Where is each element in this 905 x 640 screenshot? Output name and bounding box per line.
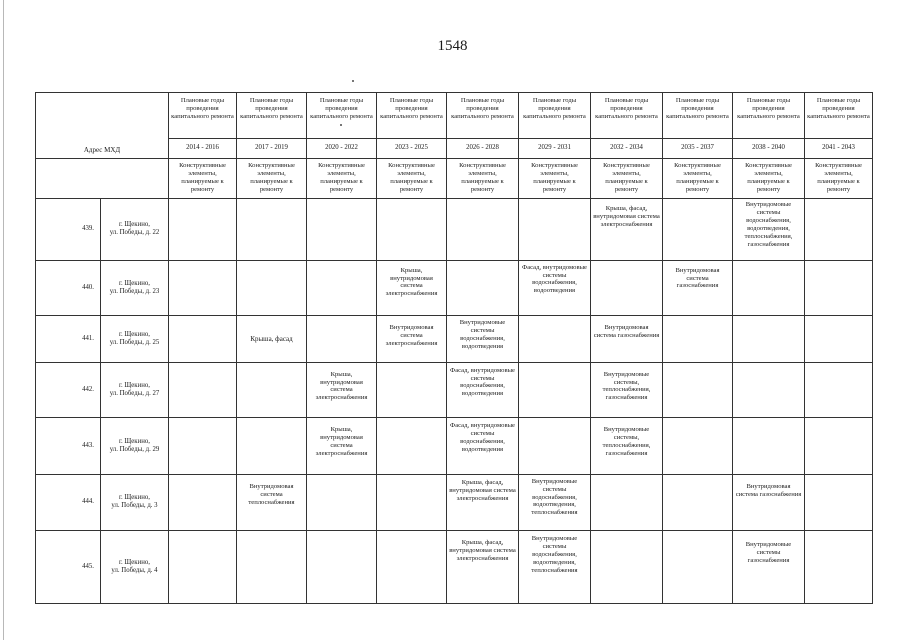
row-address	[101, 474, 169, 531]
elements-header: Конструктивные элементы, планируемые к ремонту	[663, 159, 733, 199]
work-cell	[519, 316, 591, 362]
address-street: ул. Победы, д. 29	[109, 445, 160, 453]
address-street: ул. Победы, д. 23	[109, 287, 160, 295]
work-cell	[237, 362, 307, 418]
work-cell	[169, 316, 237, 362]
address-column-header: Адрес МХД	[36, 93, 169, 159]
work-cell	[169, 199, 237, 261]
work-cell: Фасад, внутридомовые системы водоснабжения, водоотведения	[447, 418, 519, 475]
work-cell	[663, 418, 733, 475]
table-row	[36, 474, 873, 531]
work-cell: Внутридомовые системы водоснабжения, водоотведения, теплоснабжения	[519, 531, 591, 604]
group-header: Плановые годы проведения капитального ремонта	[519, 93, 591, 139]
header-row-groups	[36, 93, 873, 139]
table-row	[36, 199, 873, 261]
address-city: г. Щекино,	[119, 494, 150, 502]
elements-header: Конструктивные элементы, планируемые к ремонту	[733, 159, 805, 199]
work-cell	[307, 316, 377, 362]
address-street: ул. Победы, д. 25	[109, 338, 160, 346]
period-header: 2041 - 2043	[805, 139, 873, 159]
work-cell	[733, 260, 805, 316]
address-street: ул. Победы, д. 22	[109, 229, 160, 237]
work-cell: Внутридомовые системы водоснабжения, водоотведения, теплоснабжения	[519, 474, 591, 531]
period-header: 2029 - 2031	[519, 139, 591, 159]
elements-header: Конструктивные элементы, планируемые к ремонту	[519, 159, 591, 199]
period-header: 2038 - 2040	[733, 139, 805, 159]
work-cell	[805, 531, 873, 604]
work-cell: Внутридомовая система электроснабжения	[377, 316, 447, 362]
work-cell	[169, 362, 237, 418]
address-city: г. Щекино,	[119, 437, 150, 445]
work-cell	[805, 316, 873, 362]
table-row	[36, 418, 873, 475]
work-cell	[169, 474, 237, 531]
address-city: г. Щекино,	[119, 330, 150, 338]
work-cell	[733, 362, 805, 418]
work-cell	[663, 362, 733, 418]
group-header: Плановые годы проведения капитального ремонта	[663, 93, 733, 139]
work-cell	[377, 531, 447, 604]
row-number: 444.	[36, 474, 101, 531]
work-cell	[169, 418, 237, 475]
elements-header: Конструктивные элементы, планируемые к ремонту	[237, 159, 307, 199]
work-cell	[377, 418, 447, 475]
work-cell	[591, 531, 663, 604]
work-cell	[237, 199, 307, 261]
row-number: 440.	[36, 260, 101, 316]
period-header: 2020 - 2022	[307, 139, 377, 159]
work-cell	[519, 199, 591, 261]
row-number: 439.	[36, 199, 101, 261]
period-header: 2023 - 2025	[377, 139, 447, 159]
row-number: 441.	[36, 316, 101, 362]
work-cell	[237, 418, 307, 475]
address-city: г. Щекино,	[119, 558, 150, 566]
work-cell	[733, 316, 805, 362]
work-cell: Внутридомовая система газоснабжения	[591, 316, 663, 362]
work-cell	[805, 260, 873, 316]
work-cell	[377, 199, 447, 261]
address-street: ул. Победы, д. 27	[109, 389, 160, 397]
work-cell: Внутридомовая система газоснабжения	[663, 260, 733, 316]
work-cell: Внутридомовая система теплоснабжения	[237, 474, 307, 531]
work-cell: Внутридомовые системы водоснабжения, водоотведения, теплоснабжения, газоснабжения	[733, 199, 805, 261]
work-cell	[307, 260, 377, 316]
table-row	[36, 316, 873, 362]
header-row-elements	[36, 159, 873, 199]
work-cell: Крыша, внутридомовая система электроснабжения	[307, 418, 377, 475]
left-margin-line	[3, 0, 4, 640]
work-cell	[663, 474, 733, 531]
work-cell	[377, 474, 447, 531]
period-header: 2026 - 2028	[447, 139, 519, 159]
table-row	[36, 362, 873, 418]
work-cell	[169, 531, 237, 604]
work-cell	[591, 474, 663, 531]
work-cell	[237, 531, 307, 604]
row-address	[101, 199, 169, 261]
work-cell	[307, 474, 377, 531]
work-cell: Фасад, внутридомовые системы водоснабжения, водоотведения	[519, 260, 591, 316]
work-cell: Внутридомовые системы, теплоснабжения, газоснабжения	[591, 362, 663, 418]
address-subheader-empty	[36, 159, 169, 199]
address-city: г. Щекино,	[119, 221, 150, 229]
work-cell: Внутридомовые системы газоснабжения	[733, 531, 805, 604]
work-cell	[805, 199, 873, 261]
row-address	[101, 316, 169, 362]
group-header: Плановые годы проведения капитального ремонта	[169, 93, 237, 139]
work-cell	[519, 362, 591, 418]
work-cell	[663, 199, 733, 261]
period-header: 2032 - 2034	[591, 139, 663, 159]
work-cell	[307, 199, 377, 261]
work-cell: Внутридомовые системы водоснабжения, водоотведения	[447, 316, 519, 362]
period-header: 2035 - 2037	[663, 139, 733, 159]
capital-repair-schedule-table	[35, 92, 873, 604]
work-cell: Крыша, внутридомовая система электроснабжения	[377, 260, 447, 316]
group-header: Плановые годы проведения капитального ремонта	[591, 93, 663, 139]
work-cell: Крыша, фасад, внутридомовая система электроснабжения	[591, 199, 663, 261]
table-row	[36, 531, 873, 604]
page-number: 1548	[437, 38, 468, 54]
elements-header: Конструктивные элементы, планируемые к ремонту	[805, 159, 873, 199]
address-city: г. Щекино,	[119, 279, 150, 287]
work-cell: Крыша, фасад, внутридомовая система электроснабжения	[447, 531, 519, 604]
group-header: Плановые годы проведения капитального ремонта	[733, 93, 805, 139]
scan-speck	[352, 80, 354, 82]
elements-header: Конструктивные элементы, планируемые к ремонту	[307, 159, 377, 199]
address-city: г. Щекино,	[119, 381, 150, 389]
work-cell	[519, 418, 591, 475]
row-address	[101, 531, 169, 604]
row-number: 443.	[36, 418, 101, 475]
elements-header: Конструктивные элементы, планируемые к ремонту	[169, 159, 237, 199]
work-cell	[591, 260, 663, 316]
row-number: 445.	[36, 531, 101, 604]
work-cell	[733, 418, 805, 475]
work-cell: Крыша, внутридомовая система электроснабжения	[307, 362, 377, 418]
work-cell	[307, 531, 377, 604]
work-cell	[663, 316, 733, 362]
work-cell	[805, 362, 873, 418]
address-street: ул. Победы, д. 3	[111, 502, 158, 510]
address-street: ул. Победы, д. 4	[111, 567, 158, 575]
group-header: Плановые годы проведения капитального ремонта	[447, 93, 519, 139]
work-cell: Крыша, фасад, внутридомовая система электроснабжения	[447, 474, 519, 531]
work-cell: Внутридомовая система газоснабжения	[733, 474, 805, 531]
work-cell	[377, 362, 447, 418]
work-cell: Внутридомовые системы, теплоснабжения, газоснабжения	[591, 418, 663, 475]
elements-header: Конструктивные элементы, планируемые к ремонту	[591, 159, 663, 199]
group-header: Плановые годы проведения капитального ремонта	[377, 93, 447, 139]
period-header: 2014 - 2016	[169, 139, 237, 159]
work-cell	[663, 531, 733, 604]
row-number: 442.	[36, 362, 101, 418]
work-cell: Фасад, внутридомовые системы водоснабжения, водоотведения	[447, 362, 519, 418]
work-cell: Крыша, фасад	[237, 316, 307, 362]
elements-header: Конструктивные элементы, планируемые к ремонту	[447, 159, 519, 199]
work-cell	[447, 260, 519, 316]
work-cell	[805, 418, 873, 475]
group-header: Плановые годы проведения капитального ремонта	[805, 93, 873, 139]
work-cell	[169, 260, 237, 316]
work-cell	[447, 199, 519, 261]
row-address	[101, 418, 169, 475]
elements-header: Конструктивные элементы, планируемые к ремонту	[377, 159, 447, 199]
table-row	[36, 260, 873, 316]
row-address	[101, 362, 169, 418]
period-header: 2017 - 2019	[237, 139, 307, 159]
group-header: Плановые годы проведения капитального ремонта	[237, 93, 307, 139]
group-header: Плановые годы проведения капитального ремонта	[307, 93, 377, 139]
work-cell	[805, 474, 873, 531]
work-cell	[237, 260, 307, 316]
row-address	[101, 260, 169, 316]
